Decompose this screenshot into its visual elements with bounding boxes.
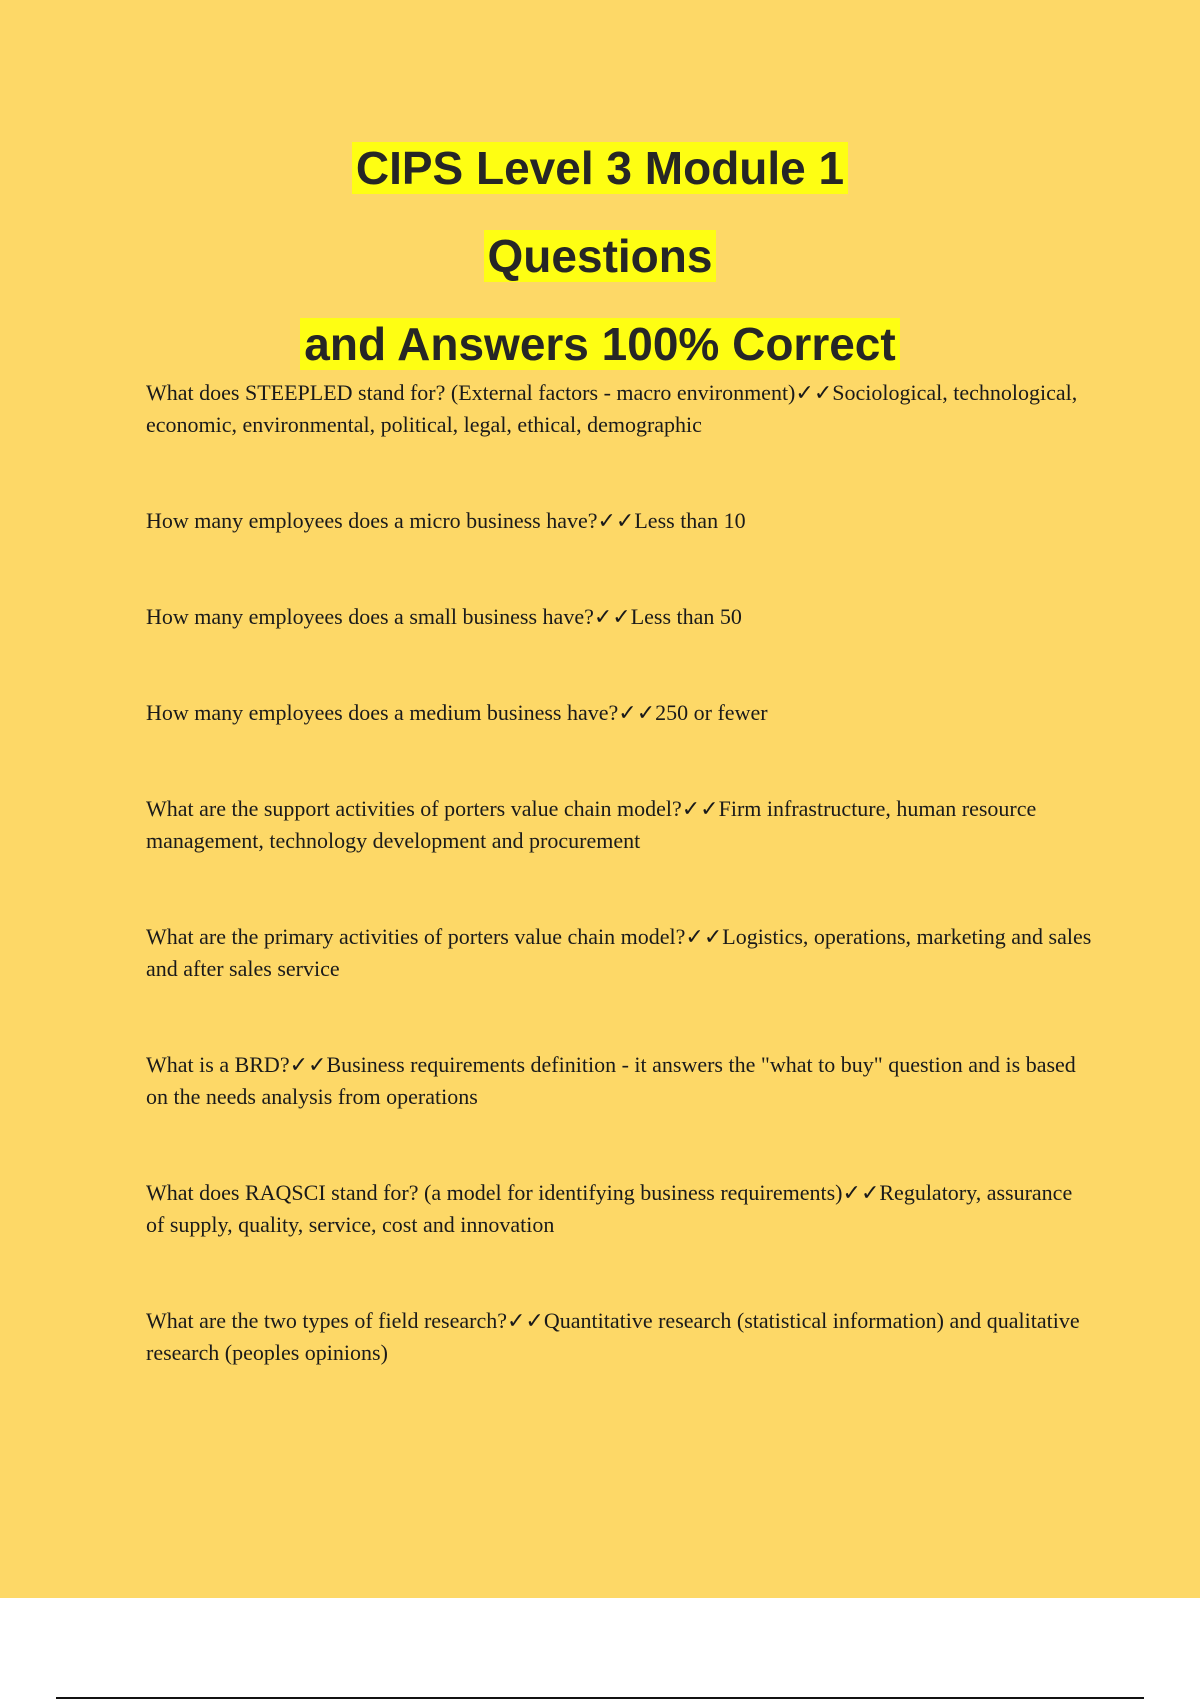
qa-item-raqsci: What does RAQSCI stand for? (a model for identifying business requirements)✓✓Regulatory, assurance of supply, quality, service, cost and innovation <box>146 1180 1073 1237</box>
qa-item-field-research: What are the two types of field research?✓✓Quantitative research (statistical information) and qualitative research (peoples opinions) <box>146 1308 1080 1365</box>
title-line-2-text: Questions <box>484 230 717 282</box>
qa-item-brd: What is a BRD?✓✓Business requirements definition - it answers the "what to buy" question and is based on the needs analysis from operations <box>146 1052 1076 1109</box>
qa-item-small-business: How many employees does a small business have?✓✓Less than 50 <box>146 604 742 629</box>
qa-list <box>146 377 1096 1433</box>
title-line-1 <box>0 140 1200 208</box>
title-line-3 <box>0 316 1200 384</box>
title-line-3-text: and Answers 100% Correct <box>300 318 899 370</box>
title-line-2 <box>0 228 1200 296</box>
qa-item-medium-business: How many employees does a medium business have?✓✓250 or fewer <box>146 700 768 725</box>
title-line-1-text: CIPS Level 3 Module 1 <box>352 142 848 194</box>
qa-item-support-activities: What are the support activities of porters value chain model?✓✓Firm infrastructure, human resource management, technology development and procurement <box>146 796 1037 853</box>
footer-divider <box>56 1697 1144 1699</box>
qa-item-steepled: What does STEEPLED stand for? (External factors - macro environment)✓✓Sociological, technological, economic, environmental, political, legal, ethical, demographic <box>146 380 1078 437</box>
qa-item-micro-business: How many employees does a micro business have?✓✓Less than 10 <box>146 508 746 533</box>
document-title <box>0 140 1200 404</box>
qa-item-primary-activities: What are the primary activities of porters value chain model?✓✓Logistics, operations, marketing and sales and after sales service <box>146 924 1092 981</box>
